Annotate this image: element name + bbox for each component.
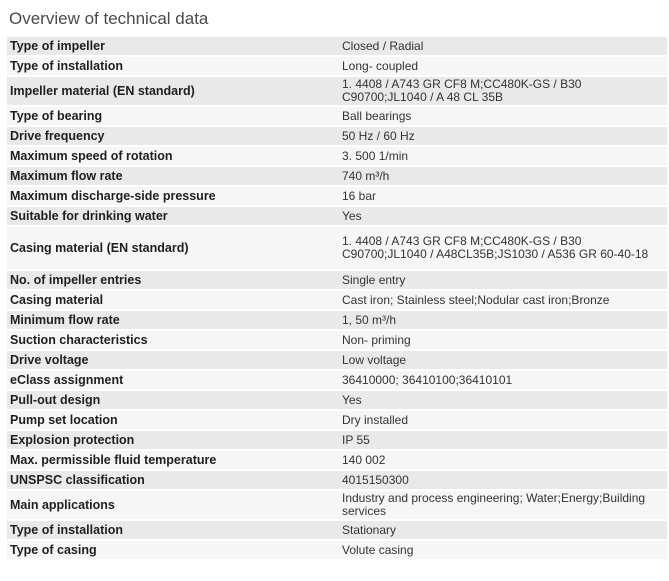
row-value: Yes — [338, 207, 667, 227]
row-label: Type of installation — [7, 521, 338, 541]
row-label: Pump set location — [7, 411, 338, 431]
row-value: Cast iron; Stainless steel;Nodular cast iron;Bronze — [338, 291, 667, 311]
row-label: Casing material (EN standard) — [7, 227, 338, 271]
row-label: Drive voltage — [7, 351, 338, 371]
table-row — [7, 351, 667, 371]
row-label: Drive frequency — [7, 127, 338, 147]
table-row — [7, 291, 667, 311]
row-value: Non- priming — [338, 331, 667, 351]
table-row — [7, 331, 667, 351]
row-value: Ball bearings — [338, 107, 667, 127]
row-value: 50 Hz / 60 Hz — [338, 127, 667, 147]
row-value: Dry installed — [338, 411, 667, 431]
table-row — [7, 187, 667, 207]
row-value: Volute casing — [338, 541, 667, 561]
table-row — [7, 471, 667, 491]
table-row — [7, 207, 667, 227]
row-value: 740 m³/h — [338, 167, 667, 187]
row-label: Maximum discharge-side pressure — [7, 187, 338, 207]
row-label: Explosion protection — [7, 431, 338, 451]
technical-data-table — [7, 37, 667, 561]
table-row — [7, 521, 667, 541]
row-label: Maximum flow rate — [7, 167, 338, 187]
row-value: Long- coupled — [338, 57, 667, 77]
row-value: 3. 500 1/min — [338, 147, 667, 167]
row-label: eClass assignment — [7, 371, 338, 391]
row-value: Yes — [338, 391, 667, 411]
table-row — [7, 147, 667, 167]
table-row — [7, 411, 667, 431]
table-row — [7, 311, 667, 331]
table-row — [7, 271, 667, 291]
table-row — [7, 37, 667, 57]
row-label: Maximum speed of rotation — [7, 147, 338, 167]
row-label: Minimum flow rate — [7, 311, 338, 331]
row-value: 140 002 — [338, 451, 667, 471]
page-title: Overview of technical data — [9, 9, 209, 28]
row-label: Impeller material (EN standard) — [7, 77, 338, 107]
row-label: Main applications — [7, 491, 338, 521]
table-row — [7, 107, 667, 127]
table-row — [7, 431, 667, 451]
row-label: Suction characteristics — [7, 331, 338, 351]
table-row — [7, 167, 667, 187]
table-row — [7, 451, 667, 471]
row-value: 1. 4408 / A743 GR CF8 M;CC480K-GS / B30 C90700;JL1040 / A 48 CL 35B — [338, 77, 667, 107]
table-row — [7, 77, 667, 107]
row-label: Type of impeller — [7, 37, 338, 57]
row-value: Closed / Radial — [338, 37, 667, 57]
row-value: 4015150300 — [338, 471, 667, 491]
row-value: 1. 4408 / A743 GR CF8 M;CC480K-GS / B30 C90700;JL1040 / A48CL35B;JS1030 / A536 GR 60-40-18 — [338, 227, 667, 271]
row-value: Single entry — [338, 271, 667, 291]
row-label: Max. permissible fluid temperature — [7, 451, 338, 471]
row-label: Type of bearing — [7, 107, 338, 127]
row-label: Suitable for drinking water — [7, 207, 338, 227]
row-value: 16 bar — [338, 187, 667, 207]
table-row — [7, 127, 667, 147]
row-value: Stationary — [338, 521, 667, 541]
row-value: Industry and process engineering; Water;Energy;Building services — [338, 491, 667, 521]
row-label: Type of installation — [7, 57, 338, 77]
table-row — [7, 541, 667, 561]
table-row — [7, 227, 667, 271]
row-value: IP 55 — [338, 431, 667, 451]
row-value: Low voltage — [338, 351, 667, 371]
row-label: No. of impeller entries — [7, 271, 338, 291]
table-row — [7, 391, 667, 411]
row-label: Pull-out design — [7, 391, 338, 411]
row-value: 36410000; 36410100;36410101 — [338, 371, 667, 391]
row-label: Type of casing — [7, 541, 338, 561]
table-row — [7, 491, 667, 521]
row-value: 1, 50 m³/h — [338, 311, 667, 331]
table-row — [7, 371, 667, 391]
row-label: Casing material — [7, 291, 338, 311]
table-row — [7, 57, 667, 77]
row-label: UNSPSC classification — [7, 471, 338, 491]
